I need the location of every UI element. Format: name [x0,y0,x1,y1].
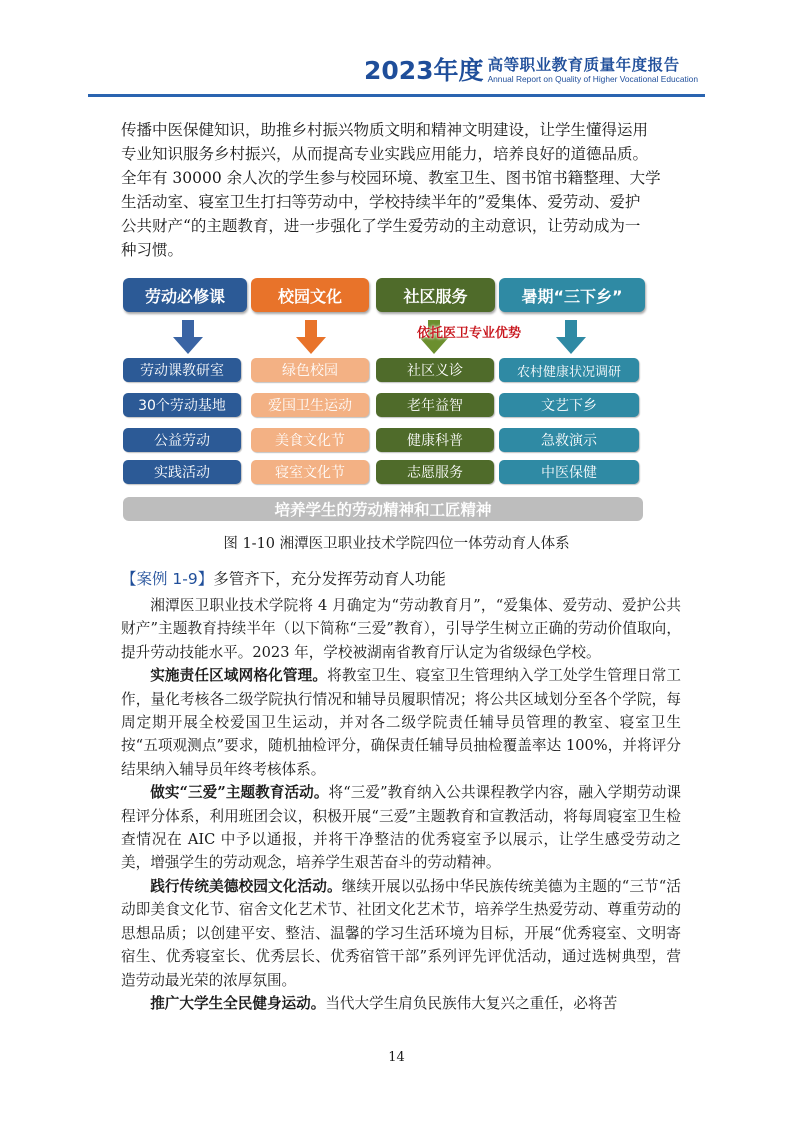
header-year: 2023年度 [363,56,484,85]
specialty-advantage-label: 依托医卫专业优势 [417,326,522,341]
diagram-item: 绿色校园 [251,358,369,382]
case-paragraph [121,781,681,875]
header-right [488,56,698,85]
diagram-goal-bar: 培养学生的劳动精神和工匠精神 [123,497,643,521]
paragraph-lead: 做实“三爱”主题教育活动。 [150,784,329,802]
diagram-item: 农村健康状况调研 [499,358,639,382]
column-head-campus-culture: 校园文化 [251,278,369,312]
diagram-item: 公益劳动 [123,428,241,452]
intro-line: 种习惯。 [121,241,184,259]
diagram-item: 寝室文化节 [251,460,369,484]
diagram-item: 文艺下乡 [499,393,639,417]
diagram-item: 爱国卫生运动 [251,393,369,417]
paragraph-lead: 推广大学生全民健身运动。 [150,994,326,1012]
case-body [121,594,681,1015]
paragraph-text: 当代大学生肩负民族伟大复兴之重任，必将苦 [325,994,618,1012]
arrow-down-icon [296,320,326,354]
diagram-item: 美食文化节 [251,428,369,452]
case-tag: 【案例 1-9】 [121,570,214,588]
diagram-item: 30个劳动基地 [123,393,241,417]
paragraph-text: 继续开展以弘扬中华民族传统美德为主题的“三节“活动即美食文化节、宿舍文化艺术节、社团文化艺术节，培养学生热爱劳动、尊重劳动的思想品质；以创建平安、整洁、温馨的学习生活环境为目标，开展“优秀寝室、文明寄宿生、优秀寝室长、优秀层长、优秀宿管干部”系列评先评优活动，通过选树典型，营造劳动最光荣的浓厚氛围。 [121,877,681,989]
intro-line: 生活动室、寝室卫生打扫等劳动中，学校持续半年的”爱集体、爱劳动、爱护 [121,193,641,211]
paragraph-text: 将教室卫生、寝室卫生管理纳入学工处学生管理日常工作，量化考核各二级学院执行情况和辅导员履职情况；将公共区域划分至各个学院，每周定期开展全校爱国卫生运动，并对各二级学院责任辅导员管理的教室、寝室卫生按“五项观测点”要求，随机抽检评分，确保责任辅导员抽检覆盖率达 100%，并将评分结果纳入辅导员年终考核体系。 [121,667,681,778]
column-head-community-service: 社区服务 [376,278,495,312]
case-paragraph [121,664,681,781]
diagram-item: 社区义诊 [376,358,494,382]
intro-line: 传播中医保健知识，助推乡村振兴物质文明和精神文明建设，让学生懂得运用 [121,121,649,139]
report-header [364,56,698,86]
paragraph-lead: 实施责任区域网格化管理。 [150,667,328,685]
diagram-item: 实践活动 [123,460,241,484]
intro-paragraph [121,118,681,262]
case-paragraph [121,594,681,664]
page-number: 14 [388,1050,405,1065]
paragraph-lead: 践行传统美德校园文化活动。 [150,877,342,895]
case-heading: 多管齐下，充分发挥劳动育人功能 [213,570,446,588]
diagram-item: 老年益智 [376,393,494,417]
arrow-down-icon [173,320,203,354]
diagram-item: 劳动课教研室 [123,358,241,382]
diagram-item: 健康科普 [376,428,494,452]
diagram-item: 急救演示 [499,428,639,452]
labor-education-diagram [121,278,647,523]
intro-line: 公共财产“的主题教育，进一步强化了学生爱劳动的主动意识，让劳动成为一 [121,217,641,235]
diagram-item: 志愿服务 [376,460,494,484]
header-subtitle: Annual Report on Quality of Higher Vocational Education [487,74,698,84]
figure-caption: 图 1-10 湘潭医卫职业技术学院四位一体劳动育人体系 [223,536,570,552]
case-paragraph [121,875,681,992]
header-rule [88,94,705,97]
arrow-down-icon [556,320,586,354]
column-head-summer-program: 暑期“三下乡” [499,278,645,312]
header-title: 高等职业教育质量年度报告 [487,56,680,74]
paragraph-text: 湘潭医卫职业技术学院将 4 月确定为“劳动教育月”，“爱集体、爱劳动、爱护公共财产”主题教育持续半年（以下简称“三爱”教育），引导学生树立正确的劳动价值取向，提升劳动技能水平。2023 年，学校被湖南省教育厅认定为省级绿色学校。 [121,597,681,661]
diagram-item: 中医保健 [499,460,639,484]
intro-line: 专业知识服务乡村振兴，从而提高专业实践应用能力，培养良好的道德品质。 [121,145,649,163]
intro-line: 全年有 30000 余人次的学生参与校园环境、教室卫生、图书馆书籍整理、大学 [121,169,661,187]
paragraph-text: 将“三爱”教育纳入公共课程教学内容，融入学期劳动课程评分体系，利用班团会议，积极开展“三爱”主题教育和宣教活动，将每周寝室卫生检查情况在 AIC 中予以通报，并将干净整洁的优秀寝室予以展示，让学生感受劳动之美，增强学生的劳动观念，培养学生艰苦奋斗的劳动精神。 [121,784,681,872]
case-paragraph [121,992,681,1015]
column-head-compulsory-course: 劳动必修课 [123,278,247,312]
case-title [121,567,446,589]
